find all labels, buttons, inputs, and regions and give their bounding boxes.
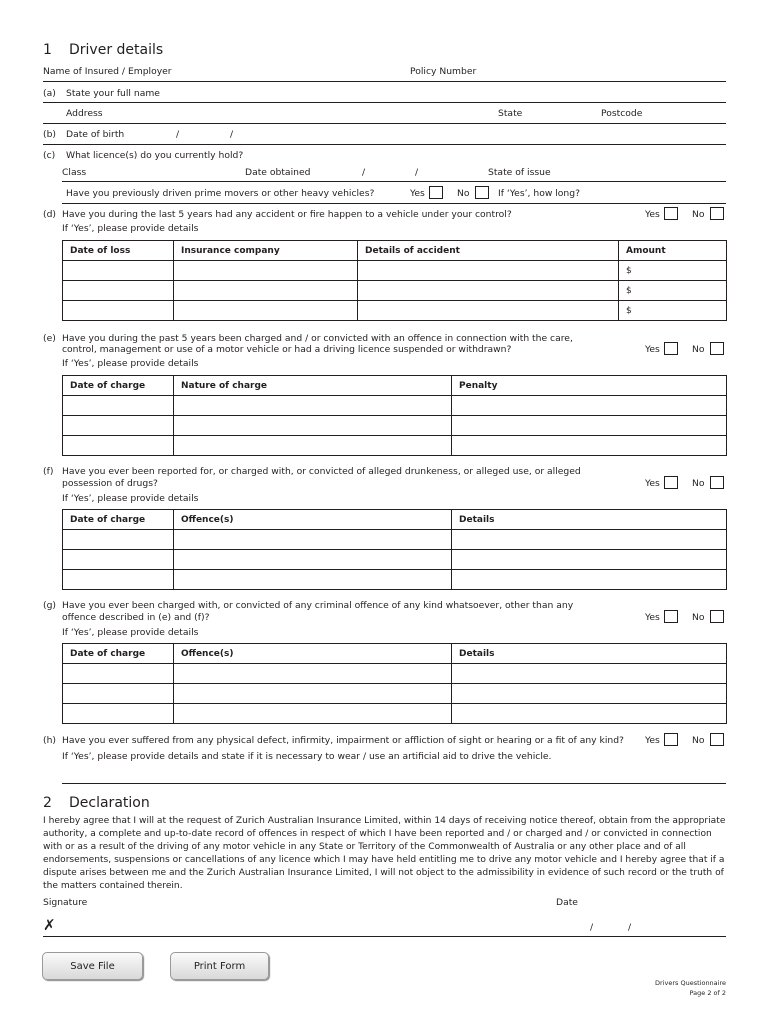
address-label: Address (66, 108, 103, 119)
physical-yes-label: Yes (645, 735, 660, 746)
table-cell[interactable] (63, 570, 174, 590)
item-g-letter: (g) (43, 600, 57, 611)
table-row (63, 570, 727, 590)
table-cell[interactable] (174, 281, 358, 301)
table-row (63, 530, 727, 550)
column-header: Penalty (452, 376, 727, 396)
obtained-slash-1: / (362, 167, 366, 178)
table-row (63, 396, 727, 416)
date-label: Date (556, 897, 578, 908)
criminal-no-checkbox[interactable] (710, 610, 724, 623)
state-label: State (498, 108, 523, 119)
class-label: Class (62, 167, 87, 178)
table-cell[interactable] (452, 550, 727, 570)
name-of-insured-label: Name of Insured / Employer (43, 66, 172, 77)
criminal-table (62, 643, 727, 724)
table-cell[interactable] (452, 436, 727, 456)
declaration-text: I hereby agree that I will at the request of Zurich Australian Insurance Limited, within 14 days of receiving notice thereof, obtain from the appropriate authority, a complete and up-to-date record of offences in respect of which I have been reported and / or charged and / or convicted in connection with or as a result of the driving of any motor vehicle in any State or Territory of the Commonwealth of Australia or any other place and of all endorsements, suspensions or cancellations of any licence which I may have held entitling me to drive any motor vehicle and I hereby agree that if a dispute arises between me and the Zurich Australian Insurance Limited, I will not object to the admissibility in evidence of such record or the truth of the matters contained therein. (43, 816, 726, 891)
criminal-if-yes: If ‘Yes’, please provide details (62, 627, 199, 638)
table-cell[interactable] (174, 261, 358, 281)
table-cell[interactable] (358, 261, 619, 281)
full-name-label: State your full name (66, 88, 160, 99)
table-cell[interactable] (452, 416, 727, 436)
save-file-button[interactable]: Save File (42, 952, 143, 980)
drugs-yes-label: Yes (645, 478, 660, 489)
table-cell[interactable] (358, 281, 619, 301)
column-header: Nature of charge (174, 376, 452, 396)
table-row (63, 664, 727, 684)
column-header: Insurance company (174, 241, 358, 261)
table-header-row (63, 644, 727, 664)
charge-question-line-2: control, management or use of a motor vehicle or had a driving licence suspended or withdrawn? (62, 344, 512, 355)
column-header: Amount (619, 241, 727, 261)
signature-label: Signature (43, 897, 88, 908)
amount-cell[interactable]: $ (619, 301, 727, 321)
table-cell[interactable] (63, 436, 174, 456)
table-cell[interactable] (63, 416, 174, 436)
date-of-birth-label: Date of birth (66, 129, 125, 140)
table-cell[interactable] (174, 416, 452, 436)
section-1-title: Driver details (69, 42, 164, 58)
drugs-no-label: No (692, 478, 705, 489)
charge-no-checkbox[interactable] (710, 342, 724, 355)
item-d-letter: (d) (43, 209, 57, 220)
criminal-yes-label: Yes (645, 612, 660, 623)
table-cell[interactable] (63, 530, 174, 550)
heavy-vehicles-line[interactable] (62, 203, 726, 204)
table-row (63, 416, 727, 436)
heavy-yes-label: Yes (410, 188, 425, 199)
table-cell[interactable] (452, 664, 727, 684)
heavy-yes-checkbox[interactable] (429, 186, 443, 199)
table-cell[interactable] (174, 664, 452, 684)
print-form-button[interactable]: Print Form (170, 952, 269, 980)
table-cell[interactable] (63, 550, 174, 570)
table-row (63, 704, 727, 724)
column-header: Offence(s) (174, 644, 452, 664)
drugs-question-line-1: Have you ever been reported for, or charged with, or convicted of alleged drunkeness, or alleged use, or alleged (62, 466, 581, 477)
table-row (63, 550, 727, 570)
how-long-label: If ‘Yes’, how long? (498, 188, 580, 199)
state-of-issue-label: State of issue (488, 167, 551, 178)
table-cell[interactable] (174, 570, 452, 590)
item-a-letter: (a) (43, 88, 56, 99)
sign-date-slash-2: / (628, 922, 632, 933)
criminal-question-line-1: Have you ever been charged with, or convicted of any criminal offence of any kind whatsoever, other than any (62, 600, 574, 611)
criminal-yes-checkbox[interactable] (664, 610, 678, 623)
charge-yes-label: Yes (645, 344, 660, 355)
table-cell[interactable] (174, 396, 452, 416)
table-cell[interactable] (174, 684, 452, 704)
footer-page-number: Page 2 of 2 (689, 989, 726, 997)
column-header: Date of charge (63, 510, 174, 530)
amount-cell[interactable]: $ (619, 261, 727, 281)
item-h-letter: (h) (43, 735, 56, 746)
column-header: Date of charge (63, 644, 174, 664)
date-obtained-label: Date obtained (245, 167, 311, 178)
drugs-no-checkbox[interactable] (710, 476, 724, 489)
table-row (63, 261, 727, 281)
table-cell[interactable] (63, 281, 174, 301)
table-cell[interactable] (174, 704, 452, 724)
item-f-letter: (f) (43, 466, 54, 477)
postcode-label: Postcode (601, 108, 643, 119)
drugs-question-line-2: possession of drugs? (62, 478, 158, 489)
accident-yes-checkbox[interactable] (664, 207, 678, 220)
charge-if-yes: If ‘Yes’, please provide details (62, 358, 199, 369)
dob-slash-1: / (176, 129, 180, 140)
column-header: Details (452, 644, 727, 664)
table-cell[interactable] (358, 301, 619, 321)
drugs-table (62, 509, 727, 590)
charge-table (62, 375, 727, 456)
table-header-row (63, 376, 727, 396)
heavy-no-checkbox[interactable] (475, 186, 489, 199)
heavy-no-label: No (457, 188, 470, 199)
item-b-letter: (b) (43, 129, 57, 140)
amount-cell[interactable]: $ (619, 281, 727, 301)
criminal-no-label: No (692, 612, 705, 623)
accident-no-label: No (692, 209, 705, 220)
table-row (63, 301, 727, 321)
dob-slash-2: / (230, 129, 234, 140)
table-cell[interactable] (452, 704, 727, 724)
column-header: Details (452, 510, 727, 530)
name-policy-line[interactable] (43, 81, 726, 82)
physical-yes-checkbox[interactable] (664, 733, 678, 746)
physical-if-yes: If ‘Yes’, please provide details and state if it is necessary to wear / use an artificial aid to drive the vehicle. (62, 751, 552, 762)
criminal-question-line-2: offence described in (e) and (f)? (62, 612, 210, 623)
drugs-if-yes: If ‘Yes’, please provide details (62, 493, 199, 504)
accident-no-checkbox[interactable] (710, 207, 724, 220)
footer-form-name: Drivers Questionnaire (655, 979, 726, 987)
table-cell[interactable] (63, 261, 174, 281)
drugs-yes-checkbox[interactable] (664, 476, 678, 489)
sign-date-slash-1: / (590, 922, 594, 933)
physical-no-label: No (692, 735, 705, 746)
table-cell[interactable] (63, 396, 174, 416)
accident-if-yes: If ‘Yes’, please provide details (62, 223, 199, 234)
accident-table (62, 240, 727, 321)
charge-question-line-1: Have you during the past 5 years been charged and / or convicted with an offence in connection with the care, (62, 333, 573, 344)
item-c-letter: (c) (43, 150, 56, 161)
signature-mark-icon: ✗ (43, 916, 56, 934)
table-row (63, 281, 727, 301)
table-cell[interactable] (63, 301, 174, 321)
address-line[interactable] (43, 123, 726, 124)
table-header-row (63, 241, 727, 261)
section-2-number: 2 (43, 795, 52, 811)
section-2-title: Declaration (69, 795, 150, 811)
table-cell[interactable] (174, 530, 452, 550)
date-of-birth-line[interactable] (43, 144, 726, 145)
charge-no-label: No (692, 344, 705, 355)
table-cell[interactable] (452, 530, 727, 550)
table-cell[interactable] (452, 684, 727, 704)
table-cell[interactable] (63, 704, 174, 724)
table-header-row (63, 510, 727, 530)
physical-details-line[interactable] (62, 783, 726, 784)
column-header: Offence(s) (174, 510, 452, 530)
obtained-slash-2: / (415, 167, 419, 178)
physical-no-checkbox[interactable] (710, 733, 724, 746)
signature-line[interactable] (43, 936, 726, 937)
table-row (63, 436, 727, 456)
column-header: Details of accident (358, 241, 619, 261)
item-e-letter: (e) (43, 333, 56, 344)
column-header: Date of charge (63, 376, 174, 396)
table-cell[interactable] (174, 550, 452, 570)
table-cell[interactable] (452, 570, 727, 590)
physical-question: Have you ever suffered from any physical defect, infirmity, impairment or affliction of sight or hearing or a fit of any kind? (62, 735, 624, 746)
table-cell[interactable] (174, 436, 452, 456)
table-cell[interactable] (174, 301, 358, 321)
accident-question: Have you during the last 5 years had any accident or fire happen to a vehicle under your control? (62, 209, 512, 220)
table-row (63, 684, 727, 704)
table-cell[interactable] (63, 684, 174, 704)
heavy-vehicles-question: Have you previously driven prime movers or other heavy vehicles? (66, 188, 375, 199)
licence-question: What licence(s) do you currently hold? (66, 150, 244, 161)
section-1-number: 1 (43, 42, 52, 58)
licence-line[interactable] (62, 181, 726, 182)
full-name-line[interactable] (43, 102, 726, 103)
table-cell[interactable] (452, 396, 727, 416)
column-header: Date of loss (63, 241, 174, 261)
accident-yes-label: Yes (645, 209, 660, 220)
charge-yes-checkbox[interactable] (664, 342, 678, 355)
table-cell[interactable] (63, 664, 174, 684)
policy-number-label: Policy Number (410, 66, 477, 77)
